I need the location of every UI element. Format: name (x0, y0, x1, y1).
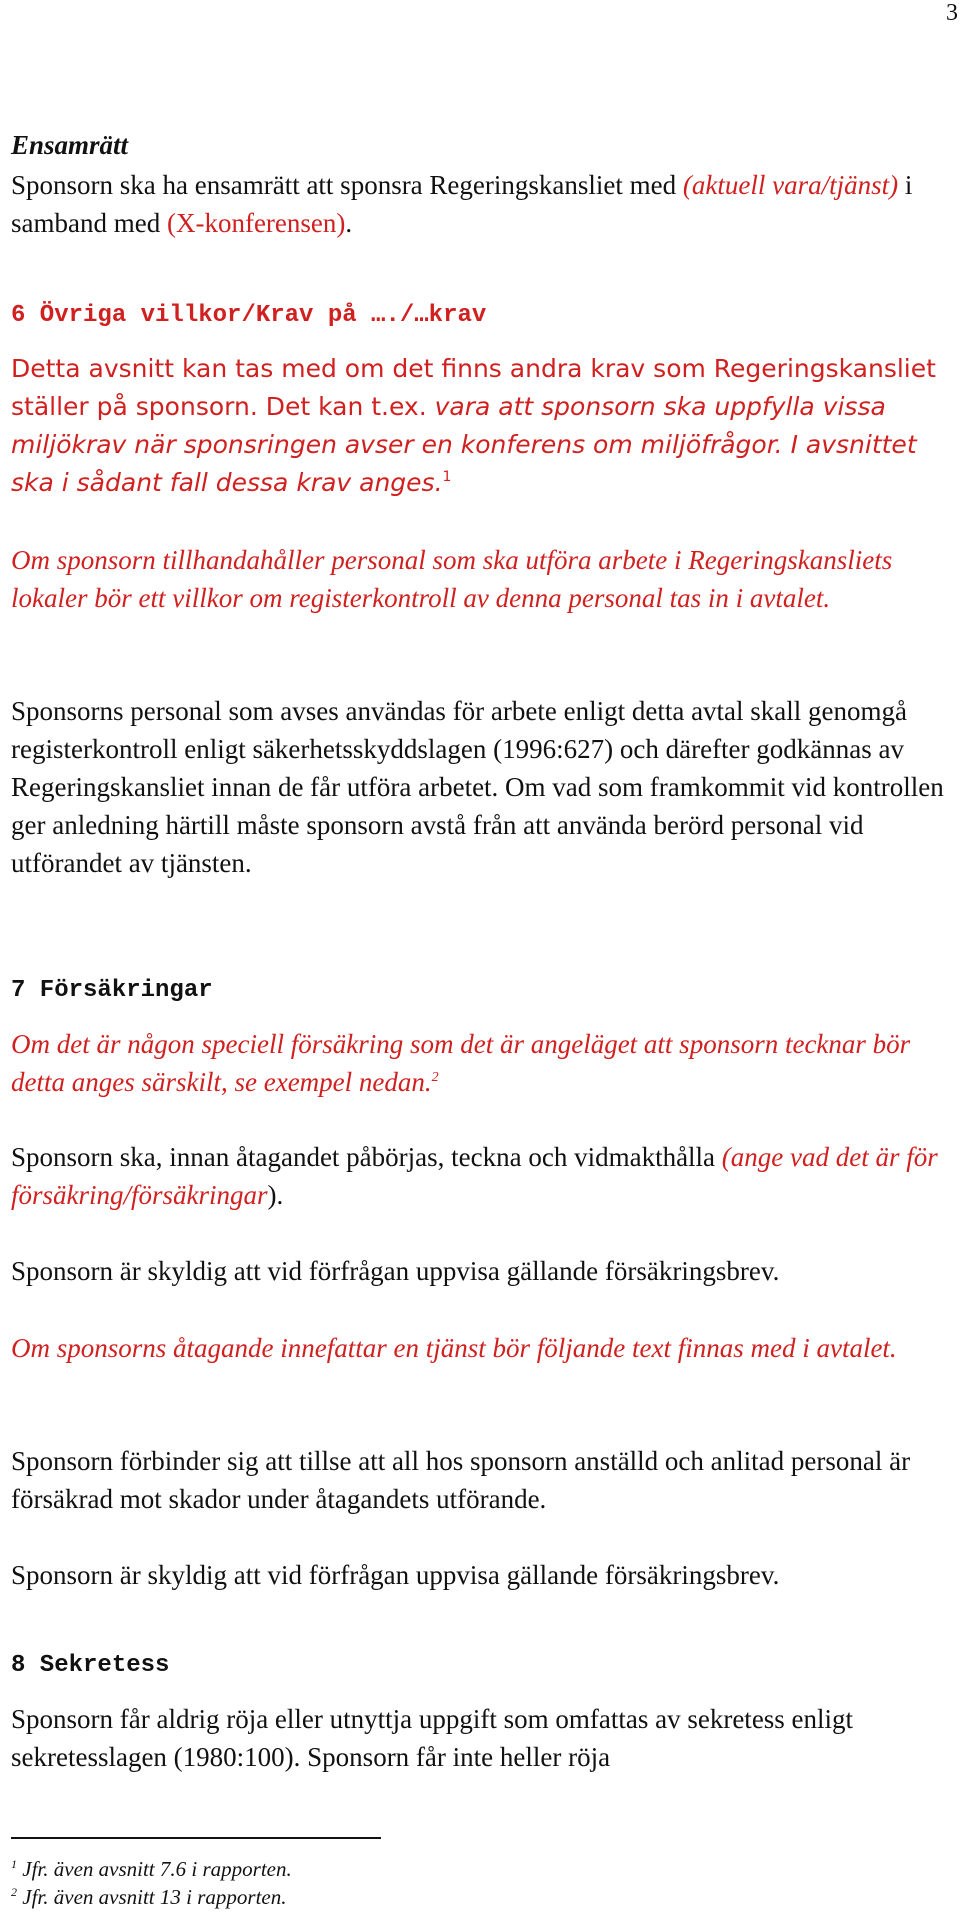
ensamratt-paragraph (11, 166, 951, 242)
section-7-body-1-text: Sponsorn ska, innan åtagandet påbörjas, teckna och vidmakthålla (11, 1142, 722, 1172)
section-7-body-4: Sponsorn är skyldig att vid förfrågan uppvisa gällande försäkringsbrev. (11, 1560, 780, 1590)
section-7-body-1 (11, 1138, 951, 1214)
ensamratt-red-1: (aktuell vara/tjänst) (682, 170, 899, 200)
page-number: 3 (946, 0, 958, 26)
section-6-note-1-italic: vara att sponsorn ska uppfylla vissa miljökrav när sponsringen avser en konferens om miljöfrågor. I avsnittet ska i sådant fall dessa krav anges. (11, 392, 917, 497)
ensamratt-heading: Ensamrätt (11, 130, 129, 160)
section-8-body: Sponsorn får aldrig röja eller utnyttja uppgift som omfattas av sekretess enligt sekretesslagen (1980:100). Sponsorn får inte heller röja (11, 1704, 854, 1772)
footnote-ref-2: 2 (431, 1070, 439, 1085)
section-6-note-2: Om sponsorn tillhandahåller personal som ska utföra arbete i Regeringskansliets lokaler bör ett villkor om registerkontroll av denna personal tas in i avtalet. (11, 545, 893, 613)
footnote-1-text: Jfr. även avsnitt 7.6 i rapporten. (22, 1857, 292, 1881)
section-7-note-1 (11, 1025, 951, 1101)
ensamratt-text-1: Sponsorn ska ha ensamrätt att sponsra Regeringskansliet med (11, 170, 683, 200)
section-7-body-2: Sponsorn är skyldig att vid förfrågan uppvisa gällande försäkringsbrev. (11, 1256, 780, 1286)
footnote-1 (11, 1856, 292, 1882)
section-6-body: Sponsorns personal som avses användas för arbete enligt detta avtal skall genomgå registerkontroll enligt säkerhetsskyddslagen (1996:627) och därefter godkännas av Regeringskansliet innan de får utföra arbetet. Om vad som framkommit vid kontrollen ger anledning härtill måste sponsorn avstå från att använda berörd personal vid utförandet av tjänsten. (11, 696, 944, 878)
section-6-note-1 (11, 350, 951, 502)
section-6-note-1-upright: Detta avsnitt kan tas med om det finns andra krav som Regeringskansliet ställer på sponsorn. Det kan t.ex. (11, 354, 936, 421)
section-7-heading: 7 Försäkringar (11, 977, 213, 1004)
section-6-heading: 6 Övriga villkor/Krav på …./…krav (11, 302, 487, 329)
footnote-2-ref: 2 (11, 1885, 17, 1899)
footnote-divider (11, 1837, 381, 1839)
footnote-2 (11, 1884, 286, 1910)
section-7-body-1-end: ). (267, 1180, 284, 1210)
footnote-ref-1: 1 (442, 469, 452, 485)
ensamratt-text-2: i samband med (11, 170, 913, 238)
ensamratt-red-2: (X-konferensen) (166, 208, 346, 238)
section-8-heading: 8 Sekretess (11, 1652, 170, 1679)
section-7-body-3: Sponsorn förbinder sig att tillse att all hos sponsorn anställd och anlitad personal är försäkrad mot skador under åtagandets utförande. (11, 1446, 911, 1514)
section-7-note-1-text: Om det är någon speciell försäkring som det är angeläget att sponsorn tecknar bör detta anges särskilt, se exempel nedan. (11, 1029, 911, 1097)
ensamratt-text-3: . (345, 208, 353, 238)
section-7-body-1-red: (ange vad det är för försäkring/försäkringar (11, 1142, 938, 1210)
footnote-1-ref: 1 (11, 1857, 17, 1871)
footnote-2-text: Jfr. även avsnitt 13 i rapporten. (22, 1885, 287, 1909)
section-7-note-2: Om sponsorns åtagande innefattar en tjänst bör följande text finnas med i avtalet. (11, 1333, 897, 1363)
